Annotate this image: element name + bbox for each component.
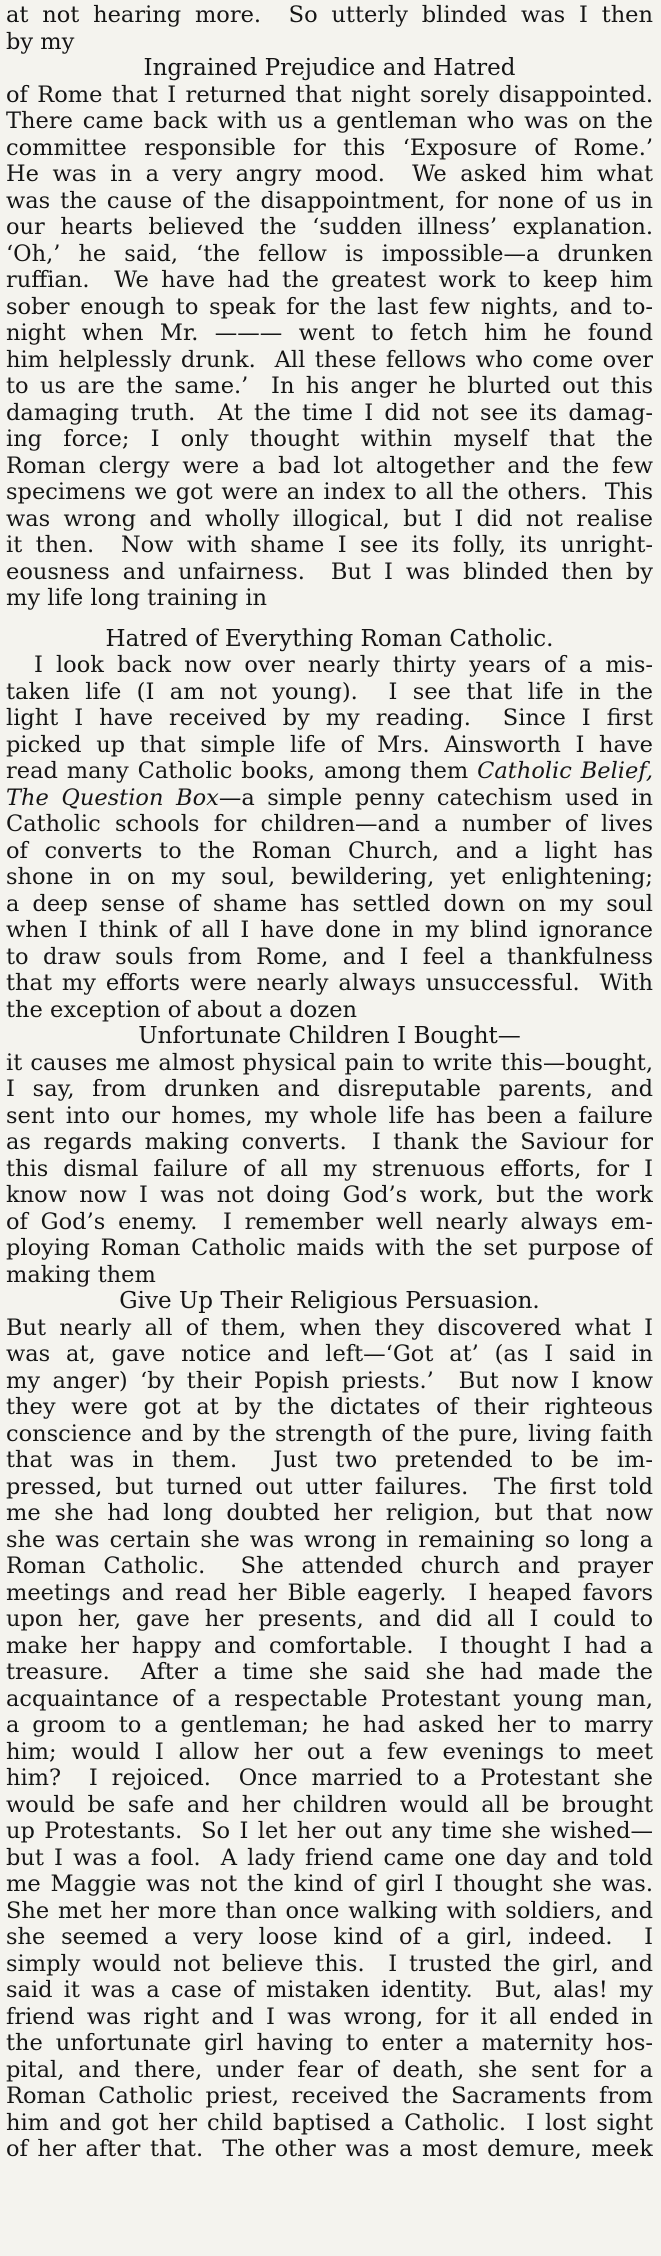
text-line: know now I was not doing God’s work, but the work: [6, 1182, 653, 1208]
text-line: making them: [6, 1261, 156, 1288]
text-line: of converts to the Roman Church, and a light has: [6, 837, 653, 864]
text-line: him; would I allow her out a few evenings to meet: [6, 1738, 653, 1765]
text-line: Roman Catholic priest, received the Sacraments from: [6, 2083, 653, 2109]
text-line: ploying Roman Catholic maids with the set purpose of: [6, 1235, 653, 1261]
section-heading: Hatred of Everything Roman Catholic.: [105, 625, 554, 652]
text-line: sent into our homes, my whole life has been a failure: [6, 1102, 653, 1129]
text-line: that was in them. Just two pretended to be im-: [6, 1447, 653, 1473]
text-line: pressed, but turned out utter failures. The first told: [6, 1473, 653, 1500]
text-line: our hearts believed the ‘sudden illness’ explanation.: [6, 214, 653, 240]
text-run: —a simple penny catechism used in: [218, 784, 653, 811]
text-line: it then. Now with shame I see its folly, its unright-: [6, 532, 653, 558]
text-line: him? I rejoiced. Once married to a Protestant she: [6, 1765, 653, 1791]
text-line: me she had long doubted her religion, but that now: [6, 1500, 653, 1526]
text-line: was wrong and wholly illogical, but I did not realise: [6, 505, 653, 532]
text-line: when I think of all I have done in my blind ignorance: [6, 917, 653, 943]
book-title: The Question Box: [6, 784, 219, 811]
text-line: ‘Oh,’ he said, ‘the fellow is impossible—a drunken: [6, 240, 653, 267]
text-line: she seemed a very loose kind of a girl, indeed. I: [6, 1924, 653, 1950]
paragraph: [6, 2, 653, 55]
text-line: Roman Catholic. She attended church and prayer: [6, 1553, 653, 1579]
text-line: She met her more than once walking with soldiers, and: [6, 1897, 653, 1924]
text-line: friend was right and I was wrong, for it all ended in: [6, 2003, 653, 2030]
text-line: was at, gave notice and left—‘Got at’ (as I said in: [6, 1341, 653, 1367]
text-line: up Protestants. So I let her out any time she wished—: [6, 1818, 653, 1844]
text-run: I look back now over nearly thirty years of a mis-: [34, 652, 653, 678]
text-line: me Maggie was not the kind of girl I thought she was.: [6, 1871, 653, 1897]
text-line: ing force; I only thought within myself that the: [6, 426, 653, 452]
text-line: pital, and there, under fear of death, she sent for a: [6, 2056, 653, 2083]
text-line: acquaintance of a respectable Protestant young man,: [6, 1685, 653, 1712]
text-line: ruffian. We have had the greatest work to keep him: [6, 267, 653, 293]
text-line: by my: [6, 28, 75, 55]
text-line: a groom to a gentleman; he had asked her to marry: [6, 1712, 653, 1738]
text-line: committee responsible for this ‘Exposure of Rome.’: [6, 134, 653, 161]
text-line: He was in a very angry mood. We asked him what: [6, 161, 653, 187]
text-line: a deep sense of shame has settled down on my soul: [6, 890, 653, 917]
text-line: it causes me almost physical pain to write this—bought,: [6, 1049, 653, 1076]
text-line: to draw souls from Rome, and I feel a thankfulness: [6, 943, 653, 970]
text-line: light I have received by my reading. Since I first: [6, 705, 653, 731]
text-line: Catholic schools for children—and a number of lives: [6, 811, 653, 837]
text-line: specimens we got were an index to all the others. This: [6, 479, 653, 505]
text-line: [6, 758, 653, 785]
text-line: she was certain she was wrong in remaining so long a: [6, 1526, 653, 1553]
text-line: of her after that. The other was a most demure, meek: [6, 2136, 653, 2162]
text-line: said it was a case of mistaken identity. But, alas! my: [6, 1977, 653, 2003]
text-line: my anger) ‘by their Popish priests.’ But now I know: [6, 1367, 653, 1394]
text-line: simply would not believe this. I trusted the girl, and: [6, 1950, 653, 1977]
text-line: treasure. After a time she said she had made the: [6, 1659, 653, 1685]
text-line: my life long training in: [6, 585, 268, 611]
text-line: eousness and unfairness. But I was blinded then by: [6, 558, 653, 585]
text-line: [6, 785, 653, 812]
text-line: I say, from drunken and disreputable parents, and: [6, 1076, 653, 1102]
text-line: that my efforts were nearly always unsuccessful. With: [6, 970, 653, 996]
paragraph: [6, 1050, 653, 1289]
text-line: damaging truth. At the time I did not see its damag-: [6, 399, 653, 426]
text-run: read many Catholic books, among them: [6, 758, 478, 784]
text-line: There came back with us a gentleman who was on the: [6, 108, 653, 134]
text-line: was the cause of the disappointment, for none of us in: [6, 187, 653, 214]
section-heading: Ingrained Prejudice and Hatred: [143, 55, 516, 81]
text-line: conscience and by the strength of the pure, living faith: [6, 1420, 653, 1447]
text-line: would be safe and her children would all be brought: [6, 1791, 653, 1818]
text-line: meetings and read her Bible eagerly. I heaped favors: [6, 1579, 653, 1606]
section-heading: Give Up Their Religious Persuasion.: [119, 1288, 540, 1314]
text-line: as regards making converts. I thank the Saviour for: [6, 1129, 653, 1155]
paragraph: [6, 1315, 653, 2163]
text-line: Roman clergy were a bad lot altogether and the few: [6, 452, 653, 479]
text-line: picked up that simple life of Mrs. Ainsworth I have: [6, 731, 653, 758]
text-line: of God’s enemy. I remember well nearly always em-: [6, 1208, 653, 1235]
text-line: [6, 652, 653, 679]
text-line: to us are the same.’ In his anger he blurted out this: [6, 373, 653, 399]
text-line: him helplessly drunk. All these fellows who come over: [6, 346, 653, 373]
text-line: this dismal failure of all my strenuous efforts, for I: [6, 1155, 653, 1182]
text-line: make her happy and comfortable. I thought I had a: [6, 1632, 653, 1659]
text-line: him and got her child baptised a Catholic. I lost sight: [6, 2109, 653, 2136]
text-line: sober enough to speak for the last few nights, and to-: [6, 293, 653, 320]
book-title: Catholic Belief,: [477, 758, 653, 784]
text-line: of Rome that I returned that night sorely disappointed.: [6, 81, 653, 108]
text-line: but I was a fool. A lady friend came one day and told: [6, 1844, 653, 1871]
section-heading: Unfortunate Children I Bought—: [138, 1023, 521, 1049]
text-line: But nearly all of them, when they discovered what I: [6, 1314, 653, 1341]
text-line: the unfortunate girl having to enter a maternity hos-: [6, 2030, 653, 2056]
text-line: they were got at by the dictates of their righteous: [6, 1394, 653, 1420]
paragraph: [6, 82, 653, 612]
text-line: upon her, gave her presents, and did all I could to: [6, 1606, 653, 1632]
text-line: taken life (I am not young). I see that life in the: [6, 678, 653, 705]
text-line: night when Mr. ——— went to fetch him he found: [6, 320, 653, 346]
paragraph: [6, 652, 653, 1023]
text-line: the exception of about a dozen: [6, 996, 358, 1023]
text-line: shone in on my soul, bewildering, yet enlightening;: [6, 864, 653, 890]
text-line: at not hearing more. So utterly blinded was I then: [6, 2, 653, 28]
